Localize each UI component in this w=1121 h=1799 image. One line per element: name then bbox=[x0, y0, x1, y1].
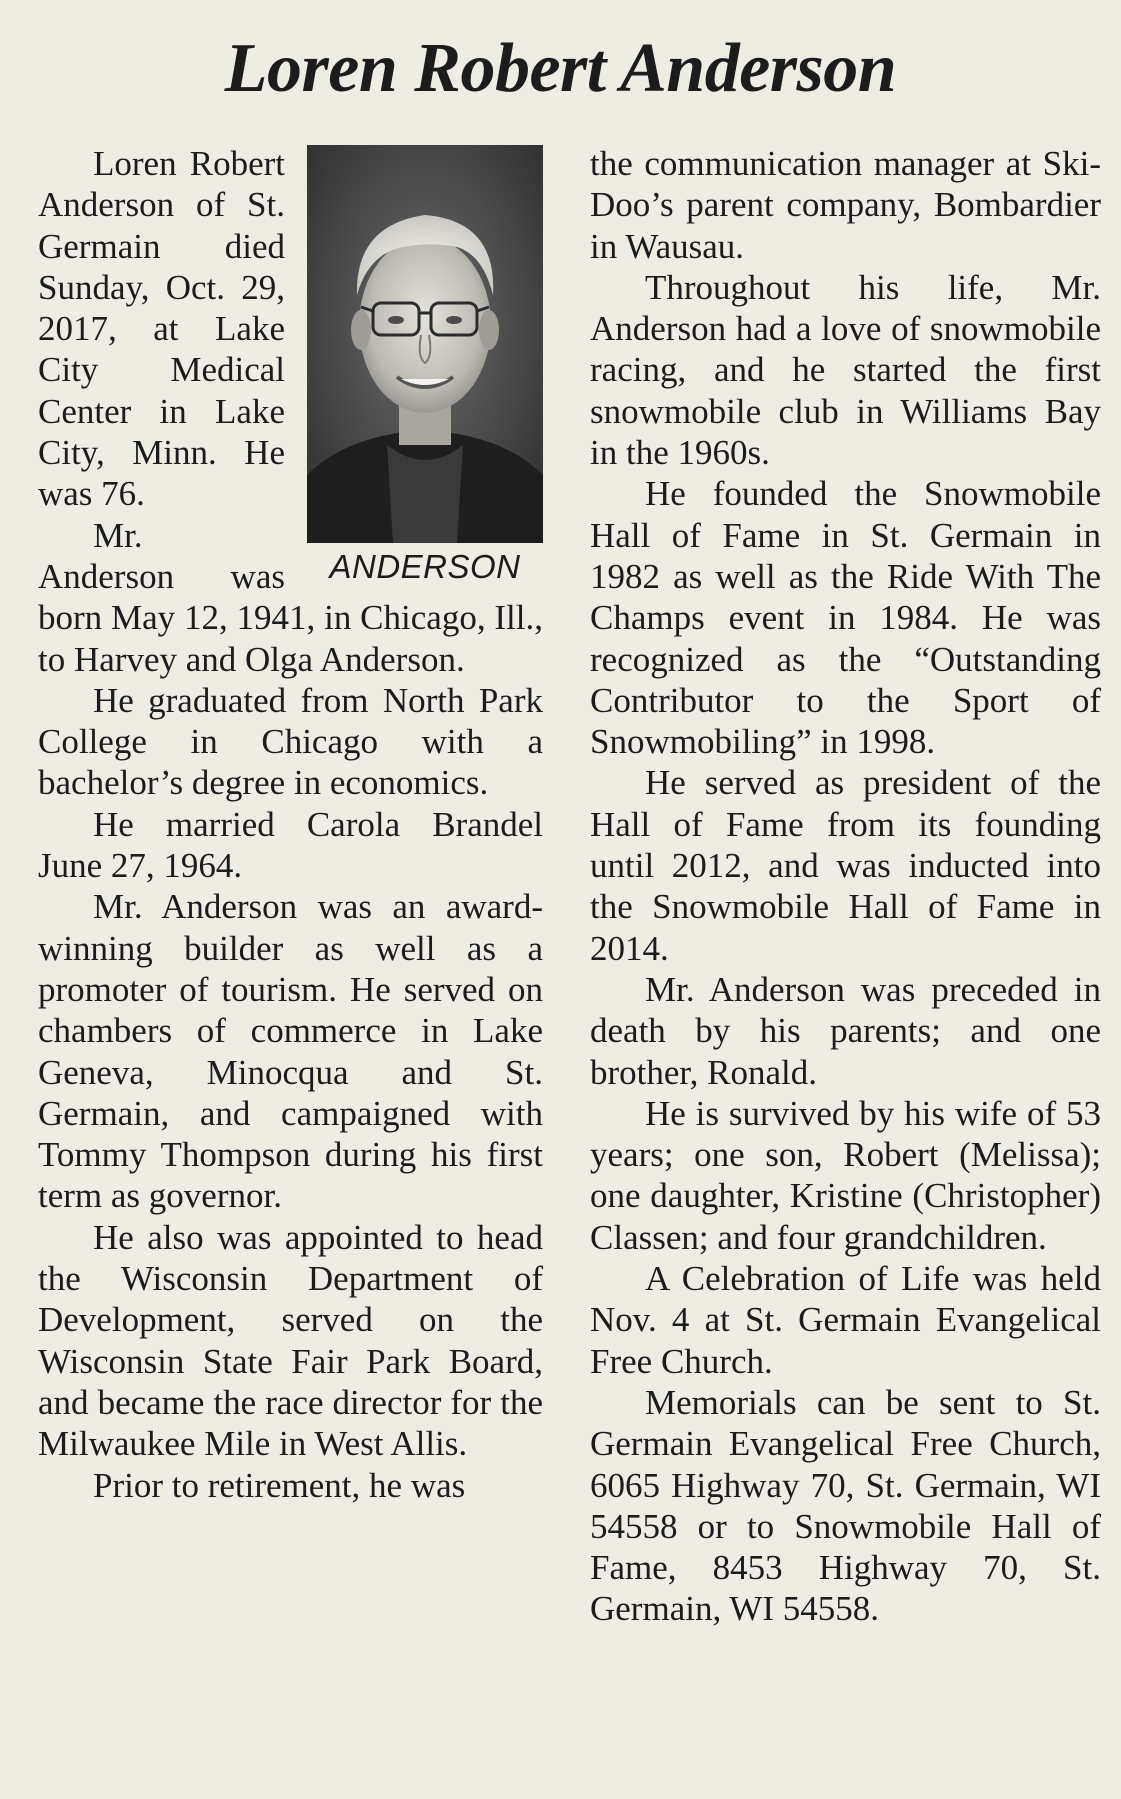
paragraph-career: Mr. Anderson was an award-winning builder as well as a promoter of tourism. He served on chambers of commerce in Lake Geneva, Minocqua and St. Germain, and campaigned with Tommy Thompson during his first term as governor. bbox=[38, 887, 543, 1216]
paragraph-snowmobile-racing: Throughout his life, Mr. Anderson had a love of snowmobile racing, and he started the first snowmobile club in Williams Bay in the 1960s. bbox=[590, 267, 1101, 473]
paragraph-preceded: Mr. Anderson was preceded in death by his parents; and one brother, Ronald. bbox=[590, 969, 1101, 1092]
paragraph-death-notice: Loren Robert Anderson of St. Germain died Sunday, Oct. 29, 2017, at Lake City Medical Center in Lake City, Minn. He was 76. bbox=[38, 144, 285, 514]
paragraph-retirement-start: Prior to retirement, he was bbox=[93, 1465, 466, 1505]
paragraph-marriage: He married Carola Brandel June 27, 1964. bbox=[38, 804, 543, 886]
paragraph-birth: Mr. Anderson was born May 12, 1941, in Chicago, Ill., to Harvey and Olga Anderson. bbox=[38, 515, 543, 679]
right-column bbox=[590, 143, 1101, 1630]
portrait-photo bbox=[307, 145, 543, 543]
paragraph-retirement-continued: the communication manager at Ski-Doo’s parent company, Bombardier in Wausau. bbox=[590, 144, 1101, 266]
paragraph-appointments: He also was appointed to head the Wisconsin Department of Development, served on the Wisconsin State Fair Park Board, and became the race director for the Milwaukee Mile in West Allis. bbox=[38, 1217, 543, 1464]
paragraph-memorials: Memorials can be sent to St. Germain Evangelical Free Church, 6065 Highway 70, St. Germain, WI 54558 or to Snowmobile Hall of Fame, 8453 Highway 70, St. Germain, WI 54558. bbox=[590, 1382, 1101, 1629]
photo-caption: ANDERSON bbox=[329, 548, 521, 585]
paragraph-hall-of-fame-president: He served as president of the Hall of Fame from its founding until 2012, and was inducted into the Snowmobile Hall of Fame in 2014. bbox=[590, 763, 1101, 968]
left-column bbox=[38, 143, 543, 1506]
paragraph-hall-of-fame-founding: He founded the Snowmobile Hall of Fame in St. Germain in 1982 as well as the Ride With The Champs event in 1984. He was recognized as the “Outstanding Contributor to the Sport of Snowmobiling” in 1998. bbox=[590, 474, 1101, 762]
paragraph-survived: He is survived by his wife of 53 years; one son, Robert (Melissa); one daughter, Kristine (Christopher) Classen; and four grandchildren. bbox=[590, 1093, 1101, 1257]
paragraph-celebration: A Celebration of Life was held Nov. 4 at St. Germain Evangelical Free Church. bbox=[590, 1259, 1101, 1381]
paragraph-education: He graduated from North Park College in Chicago with a bachelor’s degree in economics. bbox=[38, 680, 543, 803]
obituary-title: Loren Robert Anderson bbox=[224, 30, 897, 107]
portrait-figure bbox=[307, 145, 543, 591]
